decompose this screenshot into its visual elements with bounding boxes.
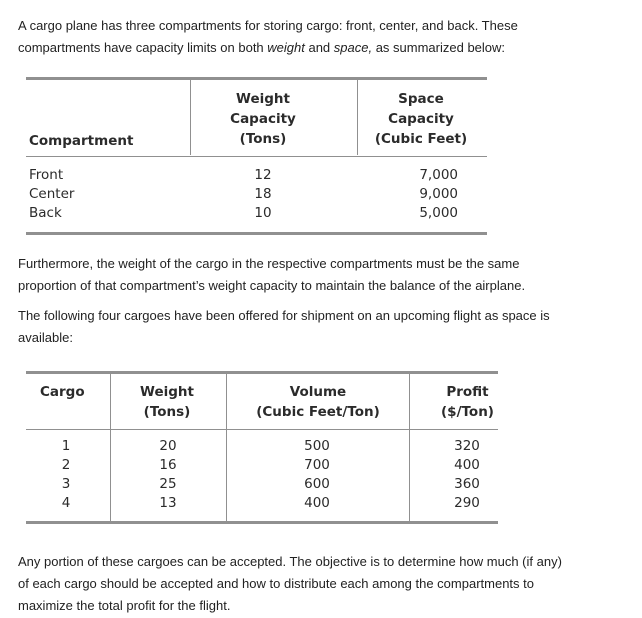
table-cell: 7,000 (419, 167, 458, 183)
header-volume: Volume (Cubic Feet/Ton) (256, 384, 380, 420)
table-cell: 9,000 (419, 186, 458, 202)
column-divider (110, 374, 111, 524)
balance-line-2: proportion of that compartment’s weight capacity to maintain the balance of the airplane. (18, 278, 526, 293)
table-cell: 700 (304, 457, 330, 473)
column-divider (226, 374, 227, 524)
objective-line-3: maximize the total profit for the flight. (18, 598, 231, 613)
table-cell: 10 (254, 205, 272, 221)
weight-emphasis: weight (267, 40, 305, 55)
cargo-number-column (56, 437, 76, 513)
table-cell: 18 (254, 186, 272, 202)
table-row: 3 (61, 476, 71, 492)
table-row: Back (29, 205, 62, 221)
cargo-offer-line-1: The following four cargoes have been offered for shipment on an upcoming flight as space is (18, 308, 550, 323)
table-cell: 16 (159, 457, 177, 473)
header-weight: Weight (Tons) (140, 384, 194, 420)
header-cargo: Cargo (40, 384, 85, 400)
table-row: 1 (61, 438, 71, 454)
table-cell: 290 (454, 495, 480, 511)
volume-column (294, 437, 340, 513)
table-cell: 600 (304, 476, 330, 492)
table-cell: 320 (454, 438, 480, 454)
table-cell: 360 (454, 476, 480, 492)
space-emphasis: space, (333, 40, 373, 55)
table-row: 4 (61, 495, 71, 511)
cargo-offer-line-2: available: (18, 330, 73, 345)
table-row: Front (29, 167, 64, 183)
intro-line-2-mid: and (304, 40, 334, 55)
header-space-capacity: Space Capacity (Cubic Feet) (374, 91, 468, 147)
header-bottom-rule (26, 429, 498, 430)
table-cell: 20 (159, 438, 177, 454)
table-row: 2 (61, 457, 71, 473)
balance-line-1: Furthermore, the weight of the cargo in the respective compartments must be the same (18, 256, 520, 271)
table-bottom-rule (26, 521, 498, 524)
profit-column (444, 437, 490, 513)
header-profit: Profit ($/Ton) (441, 384, 494, 420)
table-cell: 500 (304, 438, 330, 454)
table-cell: 400 (304, 495, 330, 511)
objective-paragraph (18, 551, 562, 617)
table-row: Center (29, 186, 75, 202)
header-weight-capacity: Weight Capacity (Tons) (230, 91, 296, 147)
intro-line-2-end: as summarized below: (372, 40, 506, 55)
table-cell: 5,000 (419, 205, 458, 221)
objective-line-1: Any portion of these cargoes can be accepted. The objective is to determine how much (if any) (18, 554, 562, 569)
table-top-rule (26, 371, 498, 374)
table-cell: 400 (454, 457, 480, 473)
intro-line-2-start: compartments have capacity limits on both (18, 40, 268, 55)
table-cell: 13 (159, 495, 177, 511)
weight-column (146, 437, 190, 513)
column-divider (409, 374, 410, 524)
objective-line-2: of each cargo should be accepted and how to distribute each among the compartments to (18, 576, 534, 591)
header-compartment: Compartment (29, 133, 134, 149)
intro-line-1: A cargo plane has three compartments for storing cargo: front, center, and back. These (18, 18, 518, 33)
table-cell: 12 (254, 167, 272, 183)
table-cell: 25 (159, 476, 177, 492)
